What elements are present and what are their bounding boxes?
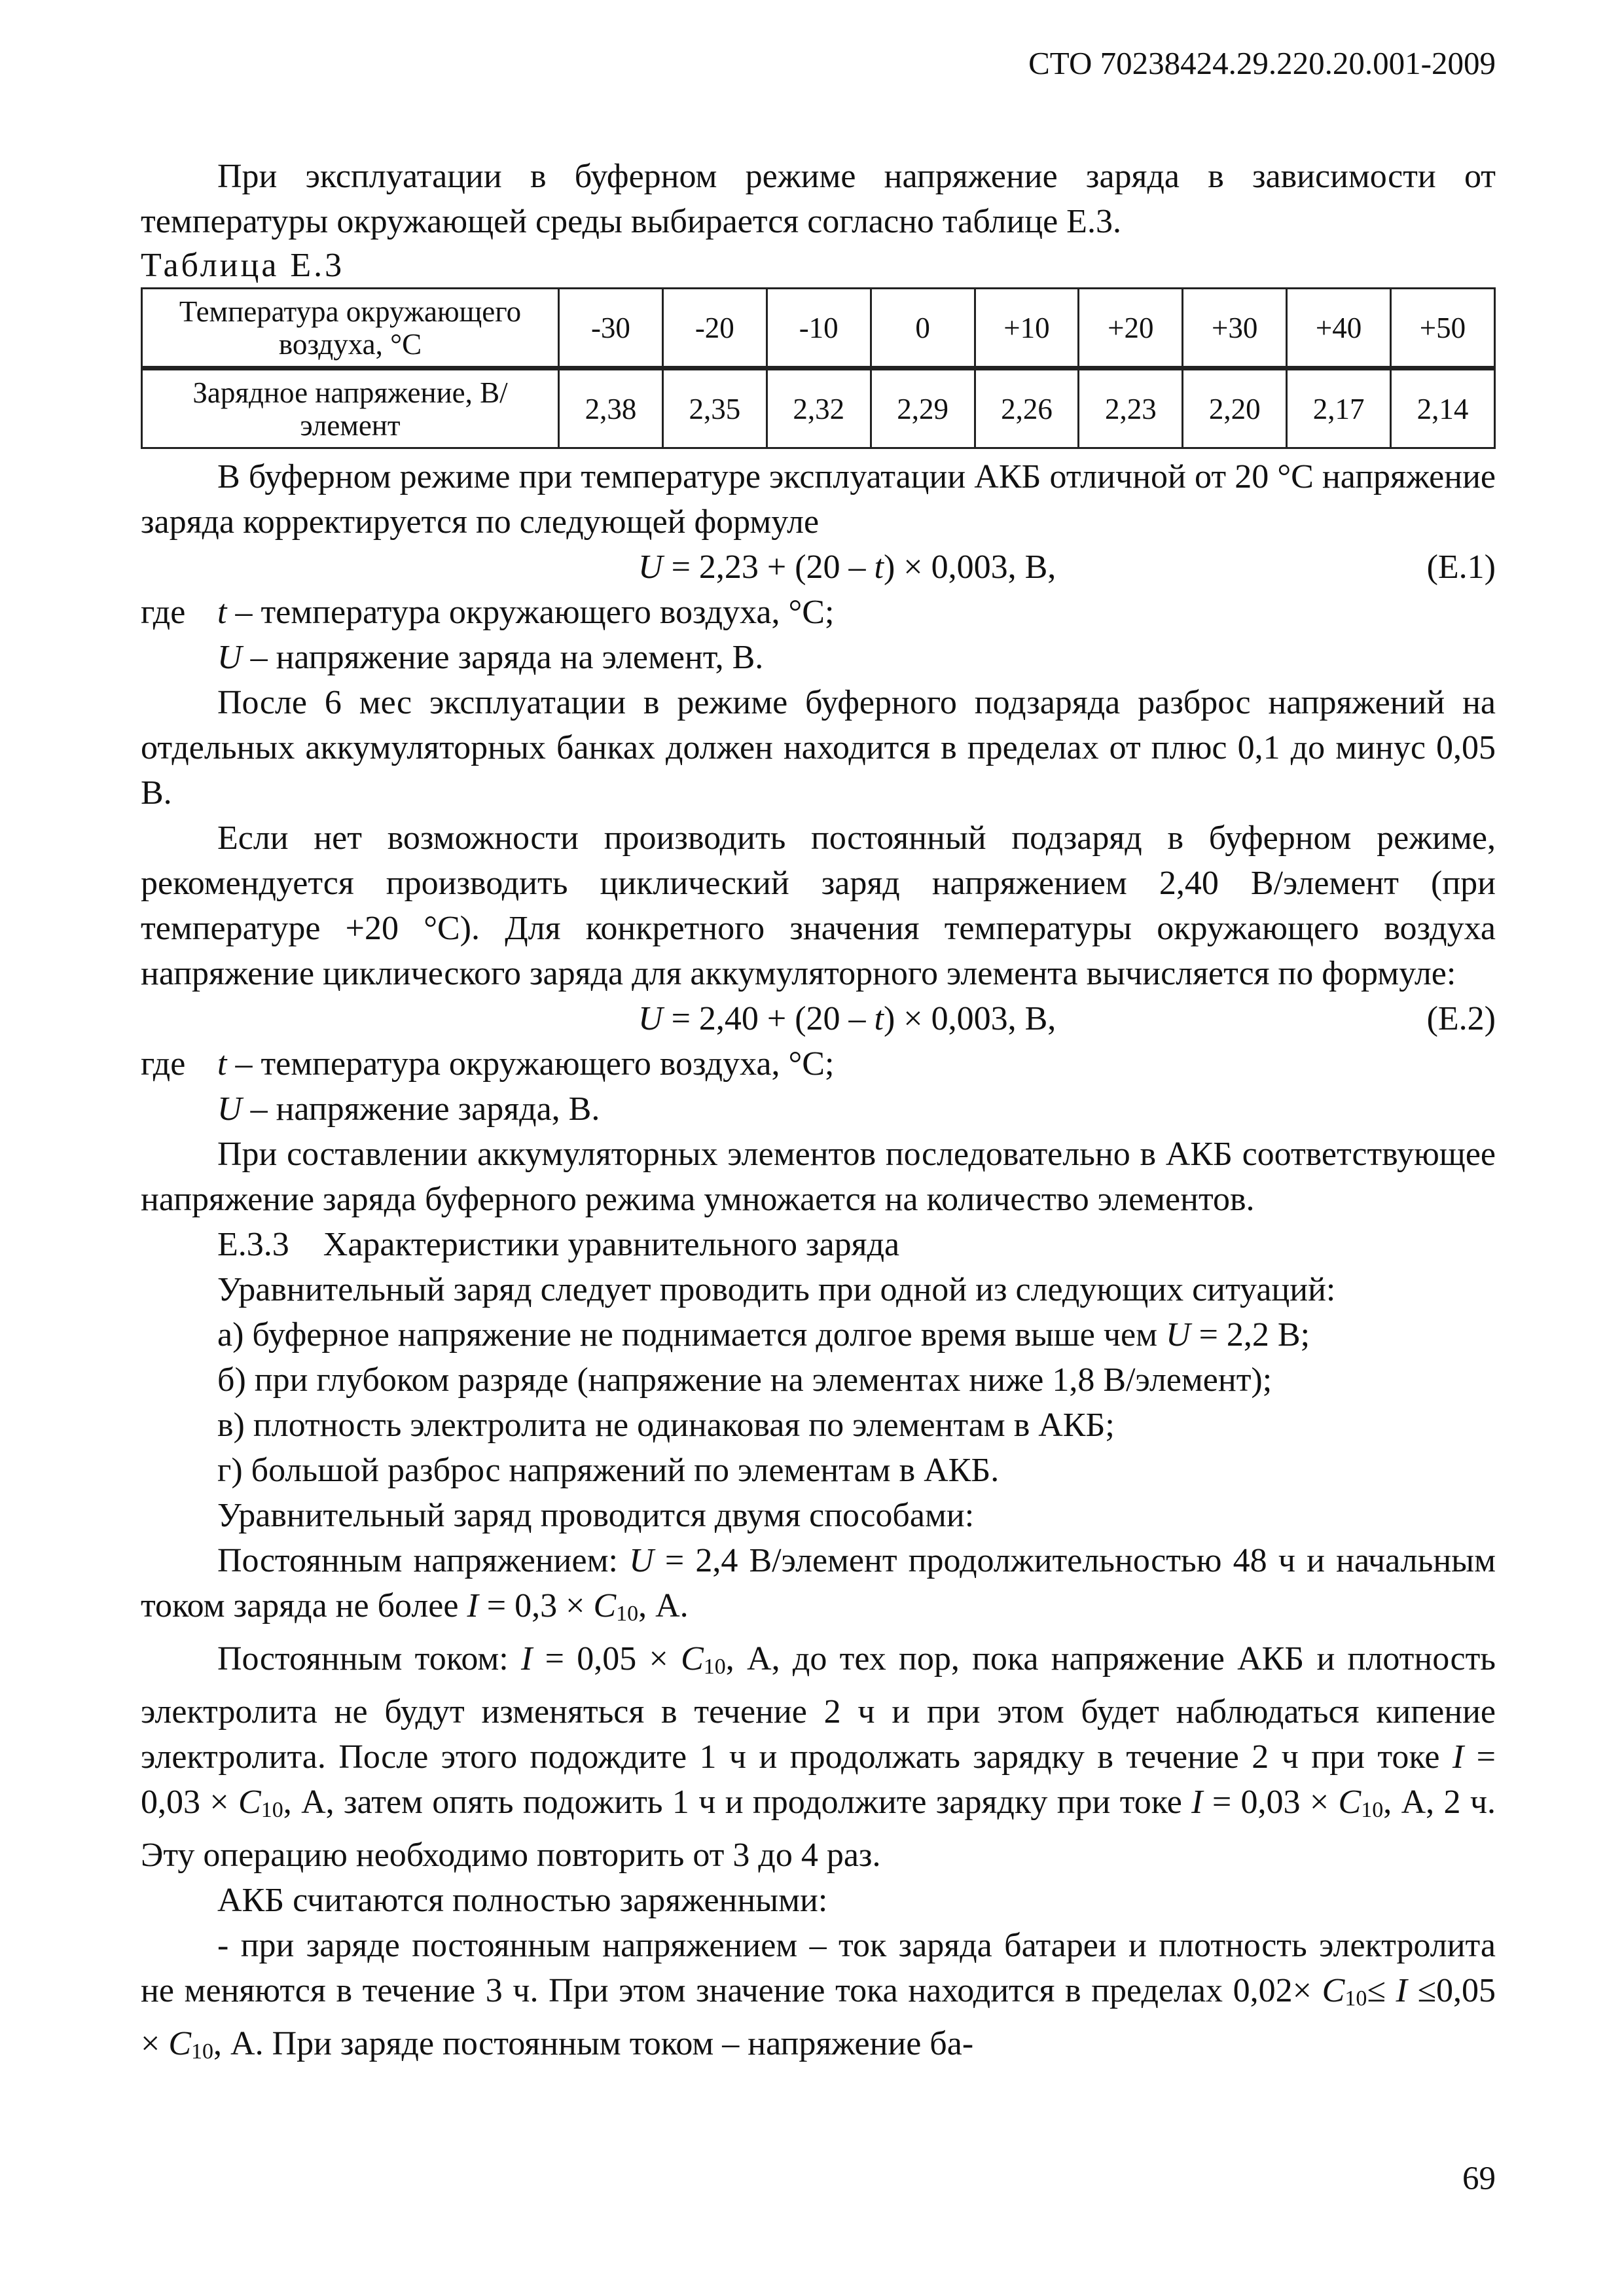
table-cell: 0 <box>871 289 975 368</box>
where-t-line: где t – температура окружающего воздуха, °С; <box>141 1045 835 1083</box>
table-cell: 2,38 <box>559 368 663 448</box>
document-code: СТО 70238424.29.220.20.001-2009 <box>1028 45 1496 81</box>
charge-voltage-table <box>141 287 1496 449</box>
paragraph-series: При составлении аккумуляторных элементов последовательно в АКБ соответствующее напряжение заряда буферного режима умножается на количество элементов. <box>141 1136 1496 1218</box>
page-number: 69 <box>1462 2161 1496 2197</box>
where-u-line: U – напряжение заряда, В. <box>217 1090 600 1128</box>
table-cell: +40 <box>1287 289 1391 368</box>
table-row-voltage <box>142 368 1495 448</box>
table-cell: -10 <box>767 289 871 368</box>
paragraph-cyclic-charge: Если нет возможности производить постоянный подзаряд в буферном режиме, рекомендуется производить циклический заряд напряжением 2,40 В/элемент (при температуре +20 °С). Для конкретного значения температуры окружающего воздуха напряжение циклического заряда для аккумуляторного элемента вычисляется по формуле: <box>141 819 1496 992</box>
table-cell: 2,35 <box>662 368 767 448</box>
paragraph-methods: Уравнительный заряд проводится двумя способами: <box>217 1497 975 1534</box>
paragraph-criteria: - при заряде постоянным напряжением – ток заряда батареи и плотность электролита не меняются в течение 3 ч. При этом значение тока находится в пределах 0,02× C10≤ I ≤0,05 × C10, А. При заряде постоянным током – напряжение ба- <box>141 1927 1496 2064</box>
table-cell: 2,23 <box>1079 368 1183 448</box>
table-cell: 2,26 <box>975 368 1079 448</box>
where-u-line: U – напряжение заряда на элемент, В. <box>217 639 764 676</box>
table-cell: -20 <box>662 289 767 368</box>
table-header-voltage: Зарядное напряжение, В/элемент <box>142 368 559 448</box>
table-cell: -30 <box>559 289 663 368</box>
table-caption: Таблица Е.3 <box>141 247 345 284</box>
table-cell: 2,20 <box>1183 368 1287 448</box>
table-cell: 2,14 <box>1391 368 1495 448</box>
table-cell: 2,29 <box>871 368 975 448</box>
table-cell: 2,17 <box>1287 368 1391 448</box>
formula-expression: U = 2,23 + (20 – t) × 0,003, В, <box>638 548 1056 586</box>
table-cell: +30 <box>1183 289 1287 368</box>
paragraph-buffer-correction: В буферном режиме при температуре эксплуатации АКБ отличной от 20 °С напряжение заряда корректируется по следующей формуле <box>141 458 1496 541</box>
section-heading: Е.3.3 Характеристики уравнительного заряда <box>217 1226 900 1263</box>
formula-expression: U = 2,40 + (20 – t) × 0,003, В, <box>638 1000 1056 1037</box>
where-t-line: где t – температура окружающего воздуха, °С; <box>141 594 835 631</box>
table-header-temperature: Температура окружающего воздуха, °С <box>142 289 559 368</box>
paragraph-constant-current: Постоянным током: I = 0,05 × C10, А, до тех пор, пока напряжение АКБ и плотность электролита не будут изменяться в течение 2 ч и при этом будет наблюдаться кипение электролита. После этого подождите 1 ч и продолжать зарядку в течение 2 ч при токе I = 0,03 × C10, А, затем опять подожить 1 ч и продолжите зарядку при токе I = 0,03 × C10, А, 2 ч. Эту операцию необходимо повторить от 3 до 4 раз. <box>141 1640 1496 1874</box>
list-item-v: в) плотность электролита не одинаковая по элементам в АКБ; <box>217 1407 1115 1444</box>
paragraph-equalizing: Уравнительный заряд следует проводить при одной из следующих ситуаций: <box>217 1271 1336 1308</box>
table-cell: 2,32 <box>767 368 871 448</box>
list-item-b: б) при глубоком разряде (напряжение на элементах ниже 1,8 В/элемент); <box>217 1361 1272 1399</box>
list-item-a: а) буферное напряжение не поднимается долгое время выше чем U = 2,2 В; <box>217 1316 1310 1354</box>
table-cell: +50 <box>1391 289 1495 368</box>
list-item-g: г) большой разброс напряжений по элементам в АКБ. <box>217 1452 1000 1489</box>
table-cell: +10 <box>975 289 1079 368</box>
table-cell: +20 <box>1079 289 1183 368</box>
intro-paragraph: При эксплуатации в буферном режиме напряжение заряда в зависимости от температуры окружающей среды выбирается согласно таблице Е.3. <box>141 158 1496 240</box>
formula-e2 <box>141 996 1496 1041</box>
paragraph-spread: После 6 мес эксплуатации в режиме буферного подзаряда разброс напряжений на отдельных аккумуляторных банках должен находится в пределах от плюс 0,1 до минус 0,05 В. <box>141 684 1496 812</box>
paragraph-constant-voltage: Постоянным напряжением: U = 2,4 В/элемент продолжительностью 48 ч и начальным током заряда не более I = 0,3 × C10, А. <box>141 1542 1496 1626</box>
formula-number: (Е.2) <box>1426 1000 1496 1037</box>
body-text <box>141 154 1496 2074</box>
formula-number: (Е.1) <box>1426 548 1496 586</box>
paragraph-fully-charged: АКБ считаются полностью заряженными: <box>217 1882 828 1919</box>
table-row-temperature <box>142 289 1495 368</box>
formula-e1 <box>141 545 1496 590</box>
